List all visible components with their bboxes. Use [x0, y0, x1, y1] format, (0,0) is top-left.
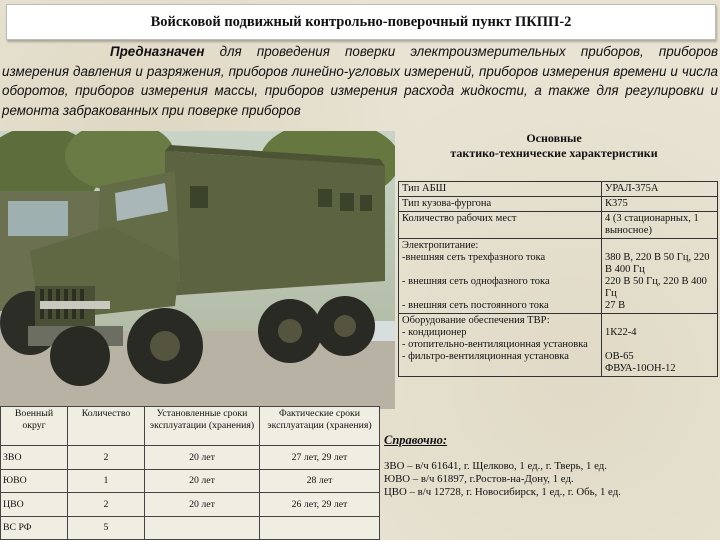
column-header: Фактические сроки эксплуатации (хранения) [260, 407, 380, 446]
spec-value: 380 В, 220 В 50 Гц, 220 В 400 Гц 220 В 50 Гц, 220 В 400 Гц 27 В [602, 239, 718, 314]
specs-heading-line1: Основные [526, 131, 582, 145]
table-cell: 27 лет, 29 лет [260, 446, 380, 470]
table-cell: ВС РФ [1, 516, 68, 540]
page-title: Войсковой подвижный контрольно-поверочный пункт ПКПП-2 [150, 13, 572, 30]
spec-value: 4 (3 стационарных, 1 выносное) [602, 212, 718, 239]
spec-value: К375 [602, 197, 718, 212]
table-header-row [1, 407, 380, 446]
table-row [1, 446, 380, 470]
table-cell: 2 [68, 493, 145, 517]
table-cell: 20 лет [145, 469, 260, 493]
table-row [1, 516, 380, 540]
table-row [399, 239, 718, 314]
column-header: Установленные сроки эксплуатации (хранения) [145, 407, 260, 446]
deployment-table [0, 406, 380, 540]
reference-line: ЗВО – в/ч 61641, г. Щелково, 1 ед., г. Тверь, 1 ед. [384, 460, 607, 472]
column-header: Военный округ [1, 407, 68, 446]
table-row [399, 212, 718, 239]
spec-label: Тип АБШ [399, 182, 602, 197]
spec-value: 1К22-4 ОВ-65 ФВУА-10ОН-12 [602, 314, 718, 377]
table-cell: 26 лет, 29 лет [260, 493, 380, 517]
table-cell: ЦВО [1, 493, 68, 517]
table-row [399, 182, 718, 197]
intro-paragraph [2, 42, 718, 120]
table-cell: 5 [68, 516, 145, 540]
title-banner [6, 4, 716, 40]
column-header: Количество [68, 407, 145, 446]
table-cell: ЮВО [1, 469, 68, 493]
table-cell: 28 лет [260, 469, 380, 493]
table-cell: 2 [68, 446, 145, 470]
ural-truck-illustration [0, 131, 395, 409]
table-cell: 1 [68, 469, 145, 493]
spec-label: Электропитание: -внешняя сеть трехфазного тока - внешняя сеть однофазного тока - внешняя сеть постоянного тока [399, 239, 602, 314]
reference-line: ЮВО – в/ч 61897, г.Ростов-на-Дону, 1 ед. [384, 473, 574, 486]
table-row [1, 493, 380, 517]
table-cell: 20 лет [145, 493, 260, 517]
table-row [1, 469, 380, 493]
reference-lines [384, 460, 718, 500]
table-cell: ЗВО [1, 446, 68, 470]
reference-title: Справочно: [384, 433, 448, 447]
specs-heading-line2: тактико-технические характеристики [450, 146, 658, 160]
specs-table [398, 181, 718, 377]
spec-label: Количество рабочих мест [399, 212, 602, 239]
spec-label: Оборудование обеспечения ТВР: - кондиционер - отопительно-вентиляционная установка - фильтро-вентиляционная установка [399, 314, 602, 377]
table-cell [260, 516, 380, 540]
intro-lead: Предназначен [110, 44, 205, 59]
intro-text: для проведения поверки электроизмерительных приборов, приборов измерения давления и разряжения, приборов линейно-угловых измерений, приборов измерения времени и числа оборотов, приборов измерения массы, приборов измерения расхода жидкости, а также для регулировки и ремонта забракованных при поверке приборов [2, 44, 718, 118]
vehicle-photo [0, 131, 395, 409]
table-row [399, 197, 718, 212]
spec-value: УРАЛ-375А [602, 182, 718, 197]
table-cell [145, 516, 260, 540]
spec-label: Тип кузова-фургона [399, 197, 602, 212]
reference-line: ЦВО – в/ч 12728, г. Новосибирск, 1 ед., г. Обь, 1 ед. [384, 486, 621, 499]
table-cell: 20 лет [145, 446, 260, 470]
table-row [399, 314, 718, 377]
specs-heading [404, 131, 704, 161]
